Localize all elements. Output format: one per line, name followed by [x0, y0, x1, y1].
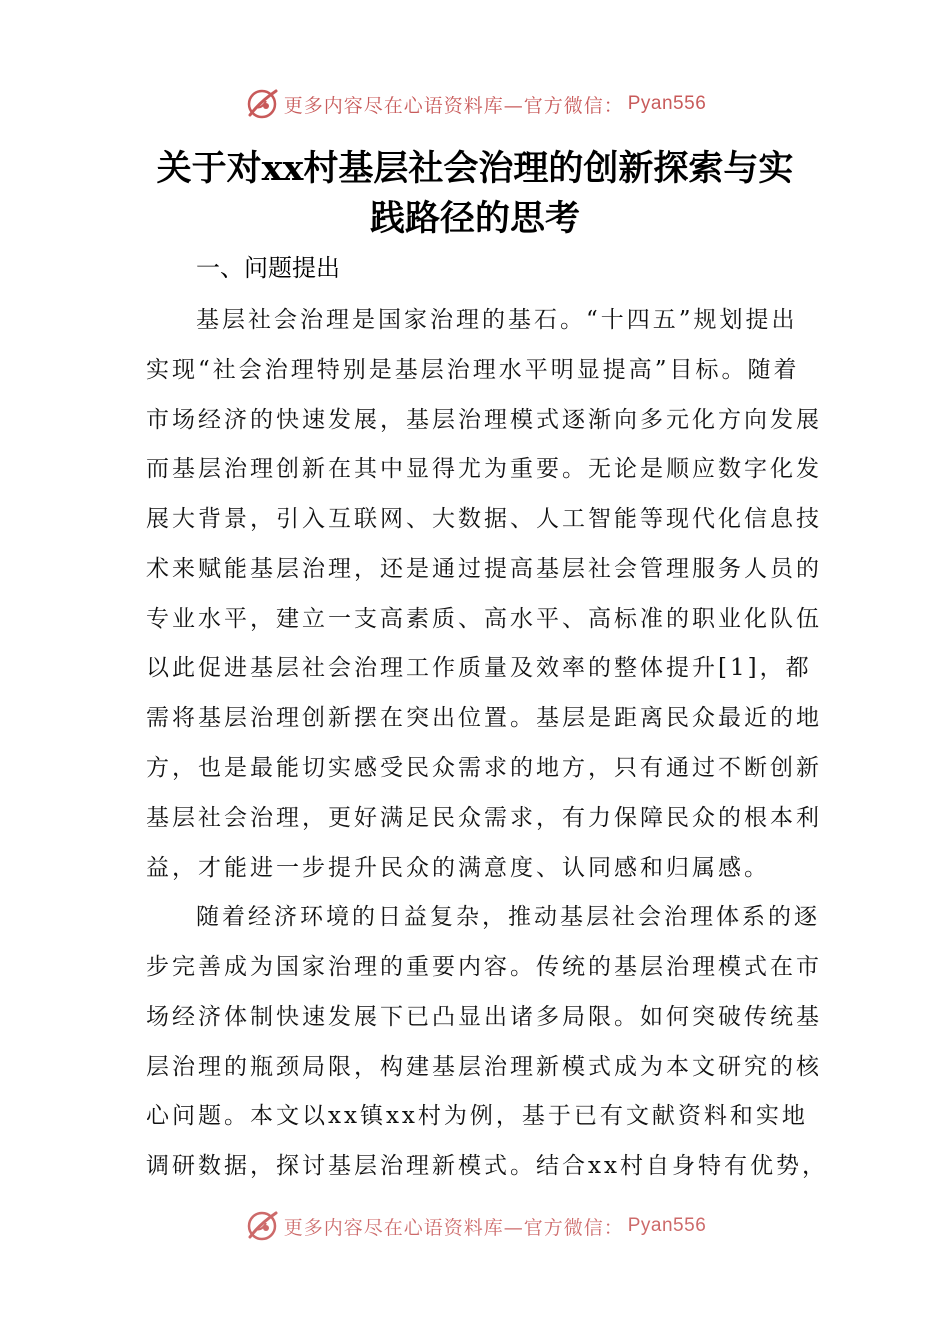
watermark-text: 更多内容尽在心语资料库—官方微信： [283, 1216, 624, 1239]
body-line: 展大背景，引入互联网、大数据、人工智能等现代化信息技 [146, 506, 822, 532]
body-line: 益，才能进一步提升民众的满意度、认同感和归属感。 [146, 855, 770, 881]
body-line: 以此促进基层社会治理工作质量及效率的整体提升[1]，都 [146, 655, 812, 681]
watermark-handle: Pyan556 [627, 93, 707, 114]
body-line: 随着经济环境的日益复杂，推动基层社会治理体系的逐 [196, 904, 820, 930]
body-line: 实现“社会治理特别是基层治理水平明显提高”目标。随着 [146, 357, 800, 383]
watermark-text: 更多内容尽在心语资料库—官方微信： [283, 94, 624, 117]
body-line: 术来赋能基层治理，还是通过提高基层社会管理服务人员的 [146, 556, 822, 582]
body-line: 心问题。本文以xx镇xx村为例，基于已有文献资料和实地 [146, 1103, 808, 1129]
document-title-line-2: 践路径的思考 [369, 198, 580, 239]
body-line: 场经济体制快速发展下已凸显出诸多局限。如何突破传统基 [146, 1004, 822, 1030]
body-line: 需将基层治理创新摆在突出位置。基层是距离民众最近的地 [146, 705, 822, 731]
body-line: 而基层治理创新在其中显得尤为重要。无论是顺应数字化发 [146, 456, 822, 482]
body-line: 调研数据，探讨基层治理新模式。结合xx村自身特有优势， [146, 1153, 828, 1179]
brush-logo-icon [244, 1209, 280, 1243]
body-line: 市场经济的快速发展，基层治理模式逐渐向多元化方向发展 [146, 407, 822, 433]
body-line: 基层社会治理是国家治理的基石。“十四五”规划提出 [196, 307, 798, 333]
body-line: 层治理的瓶颈局限，构建基层治理新模式成为本文研究的核 [146, 1054, 822, 1080]
watermark-banner-bottom [0, 1204, 950, 1244]
watermark-banner-top [0, 84, 950, 124]
body-line: 专业水平，建立一支高素质、高水平、高标准的职业化队伍 [146, 606, 822, 632]
document-title-line-1: 关于对xx村基层社会治理的创新探索与实 [156, 148, 794, 189]
body-line: 方，也是最能切实感受民众需求的地方，只有通过不断创新 [146, 755, 822, 781]
brush-logo-icon [244, 87, 280, 121]
section-heading: 一、问题提出 [196, 254, 340, 282]
body-line: 步完善成为国家治理的重要内容。传统的基层治理模式在市 [146, 954, 822, 980]
watermark-handle: Pyan556 [627, 1215, 707, 1236]
body-line: 基层社会治理，更好满足民众需求，有力保障民众的根本利 [146, 805, 822, 831]
